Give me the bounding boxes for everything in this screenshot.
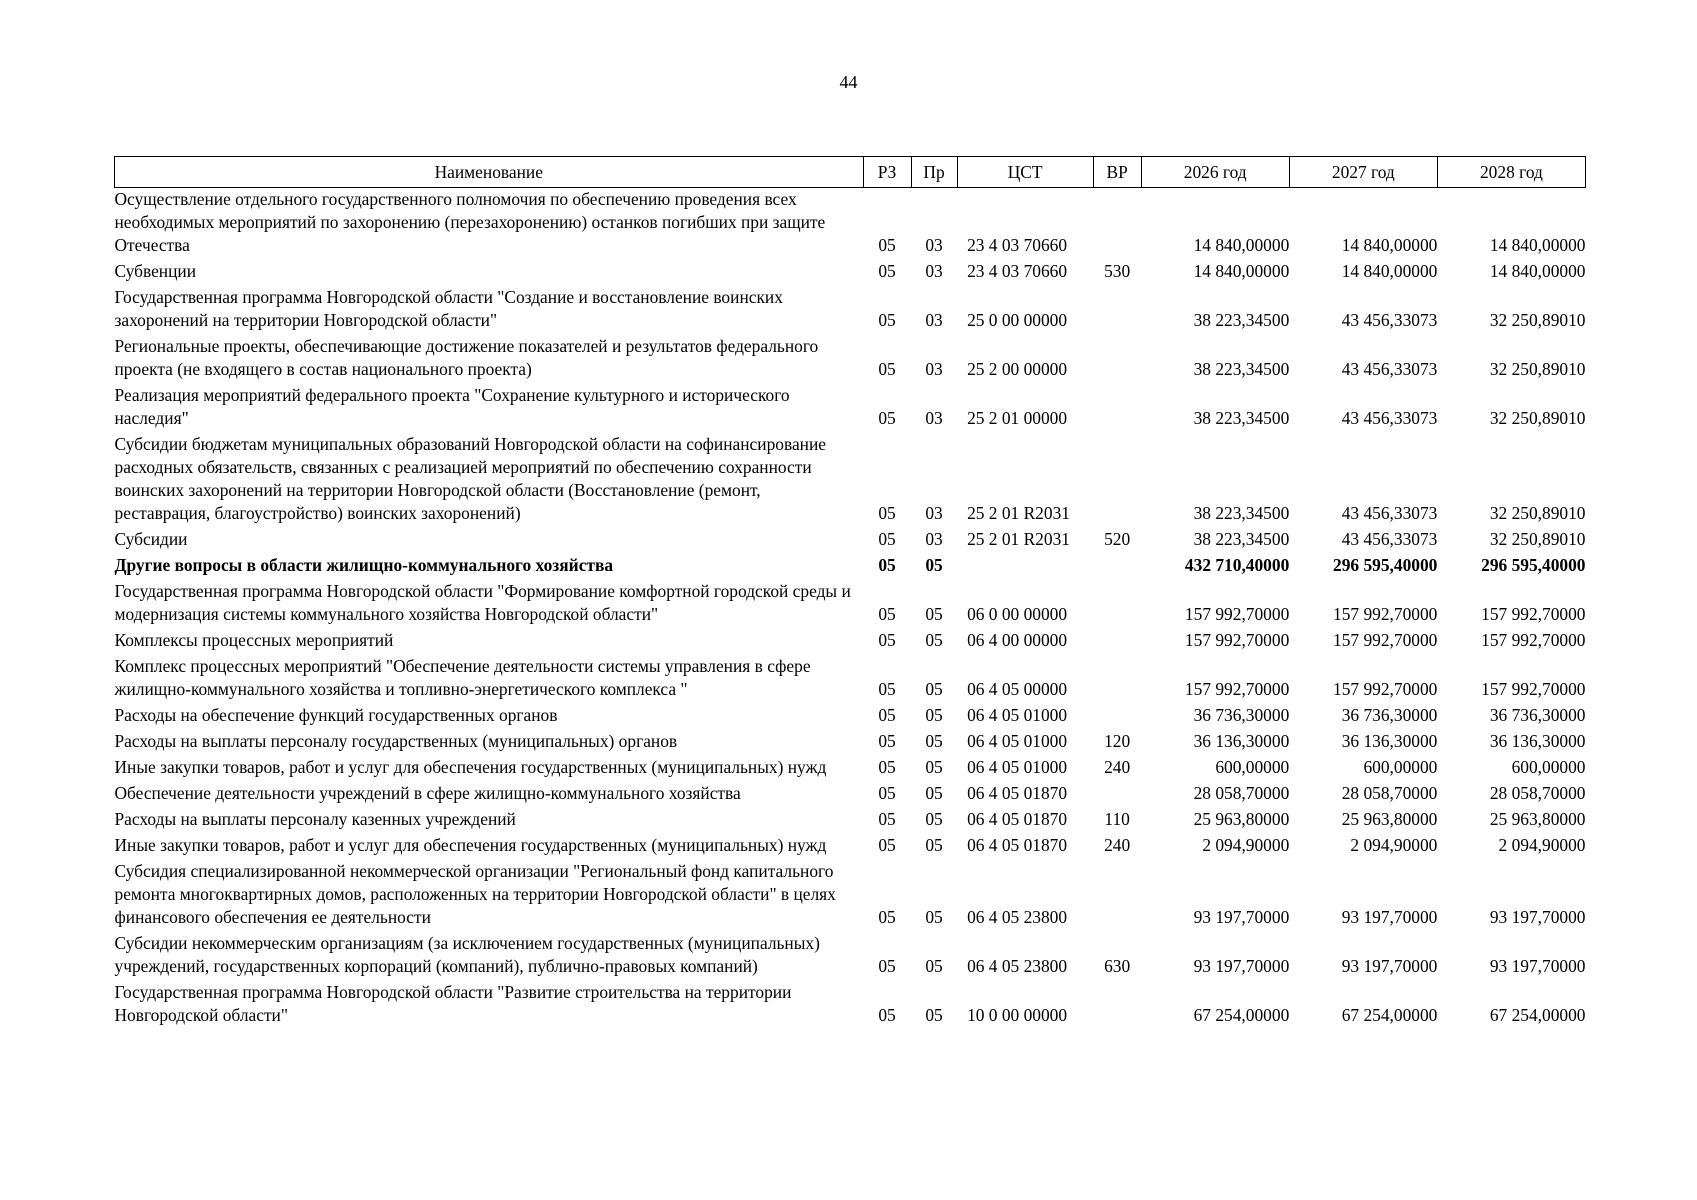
cell-rz: 05: [878, 705, 896, 725]
cell-name: Субсидии: [114, 529, 188, 549]
cell-vr: [1093, 188, 1141, 261]
header-2026: 2026 год: [1141, 157, 1289, 188]
cell-2027: 14 840,00000: [1341, 261, 1438, 281]
cell-name: Реализация мероприятий федерального проекта "Сохранение культурного и исторического наследия": [114, 385, 790, 428]
cell-2026: 157 992,70000: [1184, 630, 1290, 650]
cell-pr: 03: [925, 408, 943, 428]
cell-cst: 25 0 00 00000: [967, 310, 1068, 330]
cell-2028: 36 736,30000: [1489, 705, 1586, 725]
cell-2026: 600,00000: [1215, 757, 1290, 777]
cell-2027: 157 992,70000: [1333, 630, 1438, 650]
cell-2026: 38 223,34500: [1193, 408, 1290, 428]
cell-2027: 600,00000: [1363, 757, 1438, 777]
cell-cst: 06 4 05 01000: [967, 731, 1068, 751]
table-row: [115, 528, 1586, 554]
table-row: [115, 655, 1586, 704]
cell-name: Субсидия специализированной некоммерческой организации "Региональный фонд капитального ремонта многоквартирных домов, расположенных на территории Новгородской области" в целях финансового обеспечения ее деятельности: [114, 861, 836, 927]
cell-name: Субсидии бюджетам муниципальных образований Новгородской области на софинансирование расходных обязательств, связанных с реализацией мероприятий по обеспечению сохранности воинских захоронений на территории Новгородской области (Восстановление (ремонт, реставрация, благоустройство) воинских захоронений): [114, 434, 827, 523]
cell-cst: 06 4 05 01870: [967, 809, 1068, 829]
header-2027: 2027 год: [1289, 157, 1437, 188]
cell-cst: [957, 554, 1093, 580]
cell-2026: 36 736,30000: [1193, 705, 1290, 725]
cell-rz: 05: [878, 630, 896, 650]
cell-2028: 67 254,00000: [1489, 1005, 1586, 1025]
table-row: [115, 629, 1586, 655]
cell-2027: 296 595,40000: [1333, 555, 1438, 575]
cell-rz: 05: [878, 757, 896, 777]
cell-pr: 03: [925, 529, 943, 549]
cell-cst: 06 4 05 01870: [967, 783, 1068, 803]
header-cst: ЦСТ: [957, 157, 1093, 188]
table-row: [115, 756, 1586, 782]
cell-name: Субвенции: [114, 261, 197, 281]
cell-name: Иные закупки товаров, работ и услуг для обеспечения государственных (муниципальных) нужд: [114, 757, 827, 777]
cell-pr: 03: [925, 235, 943, 255]
cell-cst: 25 2 00 00000: [967, 359, 1068, 379]
cell-2026: 38 223,34500: [1193, 310, 1290, 330]
cell-name: Субсидии некоммерческим организациям (за исключением государственных (муниципальных) учреждений, государственных корпораций (компаний), публично-правовых компаний): [114, 933, 820, 976]
cell-vr: 520: [1104, 529, 1131, 549]
cell-pr: 05: [925, 757, 943, 777]
cell-vr: [1093, 860, 1141, 932]
cell-vr: [1093, 335, 1141, 384]
table-row: [115, 834, 1586, 860]
cell-rz: 05: [878, 1005, 896, 1025]
cell-2027: 28 058,70000: [1341, 783, 1438, 803]
table-row: [115, 932, 1586, 981]
cell-name: Обеспечение деятельности учреждений в сфере жилищно-коммунального хозяйства: [114, 783, 741, 803]
cell-2026: 432 710,40000: [1184, 555, 1290, 575]
cell-2028: 28 058,70000: [1489, 783, 1586, 803]
cell-2026: 93 197,70000: [1193, 907, 1290, 927]
cell-2028: 157 992,70000: [1481, 679, 1586, 699]
cell-2028: 157 992,70000: [1481, 630, 1586, 650]
header-rz: РЗ: [863, 157, 911, 188]
cell-pr: 05: [925, 783, 943, 803]
cell-rz: 05: [878, 604, 896, 624]
cell-2028: 32 250,89010: [1489, 503, 1586, 523]
cell-vr: [1093, 655, 1141, 704]
cell-2027: 43 456,33073: [1341, 359, 1438, 379]
cell-name: Комплекс процессных мероприятий "Обеспечение деятельности системы управления в сфере жилищно-коммунального хозяйства и топливно-энергетического комплекса ": [114, 656, 811, 699]
cell-rz: 05: [878, 359, 896, 379]
cell-cst: 06 4 05 23800: [967, 907, 1068, 927]
cell-pr: 05: [925, 1005, 943, 1025]
cell-vr: [1093, 629, 1141, 655]
cell-pr: 03: [925, 310, 943, 330]
cell-vr: 240: [1104, 835, 1131, 855]
cell-name: Комплексы процессных мероприятий: [114, 630, 394, 650]
table-row: [115, 981, 1586, 1030]
cell-vr: [1093, 384, 1141, 433]
cell-pr: 05: [925, 555, 943, 575]
cell-pr: 03: [925, 359, 943, 379]
header-2028: 2028 год: [1437, 157, 1585, 188]
cell-cst: 06 4 00 00000: [967, 630, 1068, 650]
table-row: [115, 286, 1586, 335]
cell-2028: 2 094,90000: [1498, 835, 1586, 855]
budget-table: [114, 156, 1586, 1030]
cell-pr: 05: [925, 731, 943, 751]
table-row: [115, 433, 1586, 528]
cell-2026: 14 840,00000: [1193, 261, 1290, 281]
cell-2026: 157 992,70000: [1184, 679, 1290, 699]
cell-rz: 05: [878, 555, 896, 575]
cell-name: Региональные проекты, обеспечивающие достижение показателей и результатов федерального проекта (не входящего в состав национального проекта): [114, 336, 819, 379]
cell-2026: 157 992,70000: [1184, 604, 1290, 624]
cell-vr: [1093, 981, 1141, 1030]
table-row: [115, 808, 1586, 834]
cell-vr: 530: [1104, 261, 1131, 281]
cell-2026: 93 197,70000: [1193, 956, 1290, 976]
cell-2028: 157 992,70000: [1481, 604, 1586, 624]
cell-rz: 05: [878, 809, 896, 829]
cell-2027: 67 254,00000: [1341, 1005, 1438, 1025]
cell-cst: 06 4 05 01000: [967, 757, 1068, 777]
cell-vr: [1093, 704, 1141, 730]
cell-2028: 93 197,70000: [1489, 956, 1586, 976]
table-row: [115, 384, 1586, 433]
cell-pr: 05: [925, 907, 943, 927]
cell-vr: [1093, 782, 1141, 808]
cell-rz: 05: [878, 261, 896, 281]
cell-2028: 36 136,30000: [1489, 731, 1586, 751]
page-number: 44: [839, 72, 858, 92]
table-header: [115, 157, 1586, 188]
table-row: [115, 730, 1586, 756]
cell-2028: 600,00000: [1511, 757, 1586, 777]
cell-rz: 05: [878, 956, 896, 976]
cell-2026: 28 058,70000: [1193, 783, 1290, 803]
table-body: [115, 188, 1586, 1031]
cell-2027: 43 456,33073: [1341, 310, 1438, 330]
cell-cst: 06 4 05 01000: [967, 705, 1068, 725]
cell-name: Расходы на выплаты персоналу государственных (муниципальных) органов: [114, 731, 678, 751]
cell-rz: 05: [878, 529, 896, 549]
cell-2026: 38 223,34500: [1193, 529, 1290, 549]
cell-rz: 05: [878, 503, 896, 523]
cell-name: Государственная программа Новгородской области "Формирование комфортной городской среды и модернизация системы коммунального хозяйства Новгородской области": [114, 581, 851, 624]
cell-cst: 23 4 03 70660: [967, 261, 1068, 281]
cell-name: Осуществление отдельного государственного полномочия по обеспечению проведения всех необходимых мероприятий по захоронению (перезахоронению) останков погибших при защите Отечества: [114, 189, 826, 255]
cell-2027: 36 136,30000: [1341, 731, 1438, 751]
cell-2026: 2 094,90000: [1202, 835, 1290, 855]
table-row: [115, 188, 1586, 261]
table-row: [115, 554, 1586, 580]
cell-2026: 25 963,80000: [1193, 809, 1290, 829]
cell-pr: 05: [925, 679, 943, 699]
cell-pr: 05: [925, 604, 943, 624]
cell-2026: 38 223,34500: [1193, 359, 1290, 379]
cell-pr: 05: [925, 809, 943, 829]
cell-vr: 240: [1104, 757, 1131, 777]
cell-vr: [1093, 286, 1141, 335]
cell-cst: 25 2 01 R2031: [967, 529, 1070, 549]
cell-2026: 67 254,00000: [1193, 1005, 1290, 1025]
cell-2028: 14 840,00000: [1489, 235, 1586, 255]
header-row: [115, 157, 1586, 188]
table-row: [115, 335, 1586, 384]
table-row: [115, 782, 1586, 808]
cell-2027: 25 963,80000: [1341, 809, 1438, 829]
cell-2027: 2 094,90000: [1350, 835, 1438, 855]
cell-cst: 06 4 05 00000: [967, 679, 1068, 699]
cell-2028: 32 250,89010: [1489, 310, 1586, 330]
cell-cst: 06 4 05 23800: [967, 956, 1068, 976]
cell-rz: 05: [878, 783, 896, 803]
cell-2027: 157 992,70000: [1333, 604, 1438, 624]
cell-2028: 32 250,89010: [1489, 529, 1586, 549]
cell-2027: 36 736,30000: [1341, 705, 1438, 725]
cell-name: Расходы на выплаты персоналу казенных учреждений: [114, 809, 516, 829]
cell-pr: 03: [925, 261, 943, 281]
cell-pr: 05: [925, 835, 943, 855]
cell-2028: 32 250,89010: [1489, 408, 1586, 428]
cell-2027: 43 456,33073: [1341, 408, 1438, 428]
cell-2028: 93 197,70000: [1489, 907, 1586, 927]
header-pr: Пр: [911, 157, 957, 188]
header-vr: ВР: [1093, 157, 1141, 188]
cell-vr: 120: [1104, 731, 1131, 751]
cell-name: Иные закупки товаров, работ и услуг для обеспечения государственных (муниципальных) нужд: [114, 835, 827, 855]
cell-2027: 93 197,70000: [1341, 956, 1438, 976]
cell-rz: 05: [878, 408, 896, 428]
cell-2028: 25 963,80000: [1489, 809, 1586, 829]
cell-vr: 630: [1104, 956, 1131, 976]
cell-rz: 05: [878, 907, 896, 927]
cell-vr: [1093, 580, 1141, 629]
table-row: [115, 704, 1586, 730]
cell-2027: 93 197,70000: [1341, 907, 1438, 927]
cell-cst: 06 0 00 00000: [967, 604, 1068, 624]
cell-name: Государственная программа Новгородской области "Развитие строительства на территории Новгородской области": [114, 982, 792, 1025]
cell-rz: 05: [878, 835, 896, 855]
cell-rz: 05: [878, 679, 896, 699]
cell-name: Другие вопросы в области жилищно-коммунального хозяйства: [114, 555, 614, 575]
cell-2028: 32 250,89010: [1489, 359, 1586, 379]
cell-pr: 05: [925, 705, 943, 725]
header-name: Наименование: [115, 157, 864, 188]
cell-2027: 43 456,33073: [1341, 529, 1438, 549]
cell-2027: 14 840,00000: [1341, 235, 1438, 255]
cell-rz: 05: [878, 235, 896, 255]
cell-pr: 05: [925, 630, 943, 650]
cell-name: Расходы на обеспечение функций государственных органов: [114, 705, 558, 725]
cell-2027: 157 992,70000: [1333, 679, 1438, 699]
table-row: [115, 860, 1586, 932]
cell-2028: 296 595,40000: [1481, 555, 1586, 575]
cell-cst: 25 2 01 00000: [967, 408, 1068, 428]
cell-vr: 110: [1104, 809, 1130, 829]
cell-2027: 43 456,33073: [1341, 503, 1438, 523]
cell-cst: 23 4 03 70660: [967, 235, 1068, 255]
cell-2028: 14 840,00000: [1489, 261, 1586, 281]
cell-2026: 38 223,34500: [1193, 503, 1290, 523]
cell-pr: 05: [925, 956, 943, 976]
cell-rz: 05: [878, 310, 896, 330]
budget-table-container: [114, 156, 1586, 1030]
table-row: [115, 260, 1586, 286]
cell-2026: 36 136,30000: [1193, 731, 1290, 751]
cell-vr: [1093, 433, 1141, 528]
cell-vr: [1093, 554, 1141, 580]
cell-rz: 05: [878, 731, 896, 751]
cell-2026: 14 840,00000: [1193, 235, 1290, 255]
cell-cst: 25 2 01 R2031: [967, 503, 1070, 523]
table-row: [115, 580, 1586, 629]
cell-name: Государственная программа Новгородской области "Создание и восстановление воинских захоронений на территории Новгородской области": [114, 287, 783, 330]
cell-pr: 03: [925, 503, 943, 523]
cell-cst: 06 4 05 01870: [967, 835, 1068, 855]
cell-cst: 10 0 00 00000: [967, 1005, 1068, 1025]
